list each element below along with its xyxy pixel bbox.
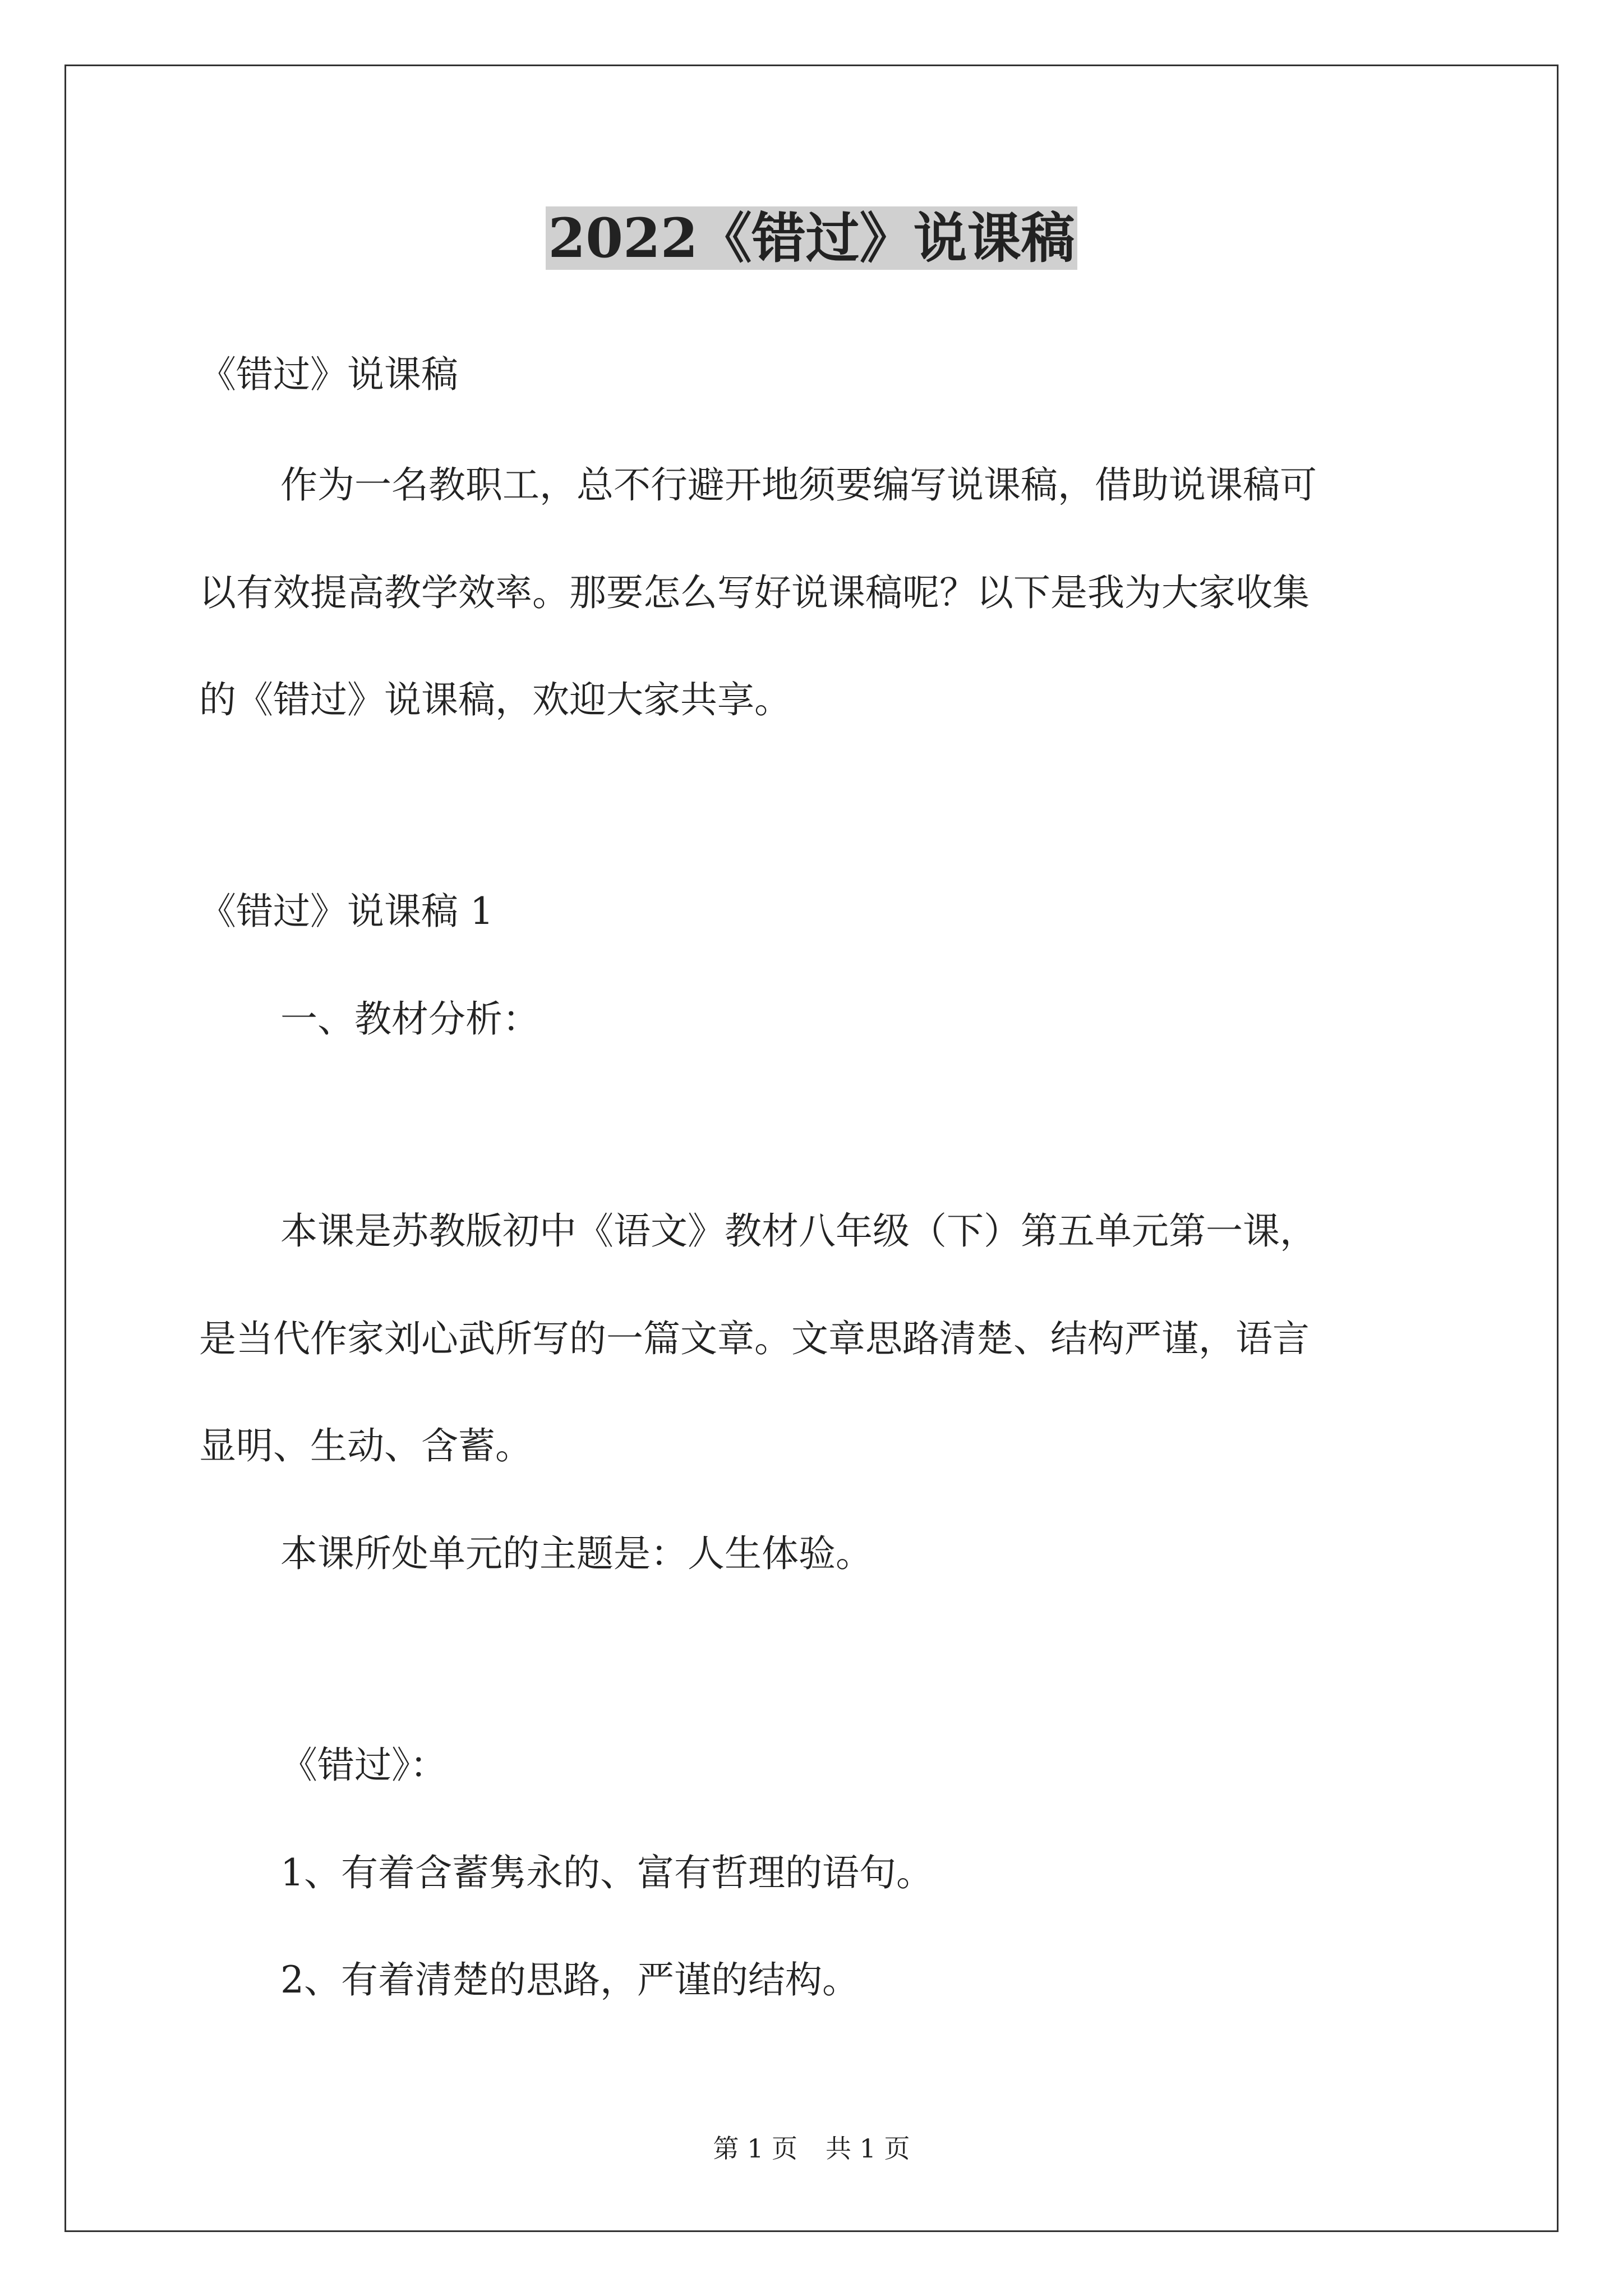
list-item-2: 2、有着清楚的思路，严谨的结构。 [280, 1958, 859, 2001]
page-number: 第 1 页 [713, 2133, 797, 2164]
section-subheading: 一、教材分析： [280, 997, 540, 1041]
document-title [0, 202, 1623, 275]
intro-line-1: 作为一名教职工，总不行避开地须要编写说课稿，借助说课稿可 [280, 463, 1317, 507]
para1-line-2: 是当代作家刘心武所写的一篇文章。文章思路清楚、结构严谨，语言 [199, 1317, 1310, 1360]
document-title-text: 2022《错过》说课稿 [546, 206, 1077, 270]
para3: 《错过》： [280, 1743, 447, 1787]
intro-line-3: 的《错过》说课稿，欢迎大家共享。 [199, 678, 791, 721]
para1-line-3: 显明、生动、含蓄。 [199, 1424, 532, 1467]
para1-line-1: 本课是苏教版初中《语文》教材八年级（下）第五单元第一课， [280, 1209, 1317, 1253]
intro-line-2: 以有效提高教学效率。那要怎么写好说课稿呢？以下是我为大家收集 [199, 571, 1310, 614]
para2: 本课所处单元的主题是：人生体验。 [280, 1532, 873, 1575]
list-item-1: 1、有着含蓄隽永的、富有哲理的语句。 [280, 1851, 933, 1894]
section-heading: 《错过》说课稿 1 [199, 890, 494, 933]
page-total: 共 1 页 [826, 2133, 910, 2164]
subtitle: 《错过》说课稿 [199, 353, 458, 396]
page-footer [0, 2132, 1623, 2165]
